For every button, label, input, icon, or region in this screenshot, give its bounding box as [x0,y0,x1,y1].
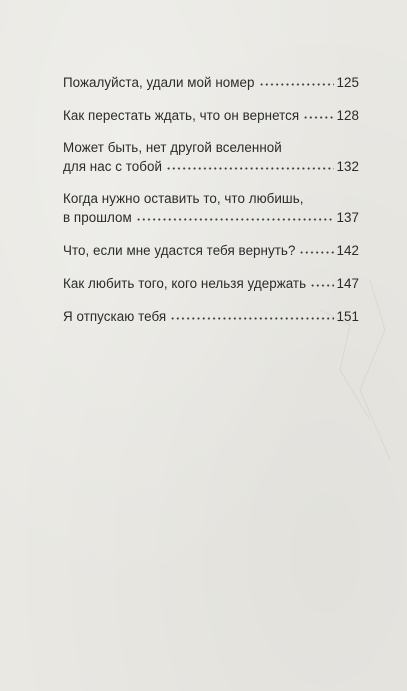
toc-entry-page: 137 [336,210,359,225]
dot-leader [166,156,333,170]
toc-entry-title: для нас с тобой [63,159,163,174]
toc-entry-title: Я отпускаю тебя [63,309,167,324]
toc-entry-title: в прошлом [63,210,132,225]
dot-leader [303,105,333,119]
toc-entry-title: Как любить того, кого нельзя удержать [63,276,307,291]
toc-entry-page: 147 [336,276,359,291]
toc-entry-page: 132 [336,159,359,174]
dot-leader [136,207,334,221]
toc-entry-title-line1: Когда нужно оставить то, что любишь, [63,191,304,206]
toc-entry-page: 142 [336,243,359,258]
toc-entry [63,73,359,92]
toc-entry [63,190,359,227]
dot-leader [310,273,333,287]
toc-entry-title-line1: Может быть, нет другой вселенной [63,140,282,155]
dot-leader [299,240,333,254]
toc-entry [63,139,359,176]
toc-entry [63,307,359,326]
toc-entry-page: 125 [336,75,359,90]
toc-entry [63,241,359,260]
toc-entry-title: Пожалуйста, удали мой номер [63,75,255,90]
toc-entry [63,274,359,293]
dot-leader [259,72,334,86]
dot-leader [170,306,333,320]
toc-entry-page: 128 [336,108,359,123]
toc-entry-title: Как перестать ждать, что он вернется [63,108,300,123]
toc-entry-page: 151 [336,309,359,324]
toc-entry [63,106,359,125]
toc-entry-title: Что, если мне удастся тебя вернуть? [63,243,296,258]
table-of-contents [63,73,359,340]
